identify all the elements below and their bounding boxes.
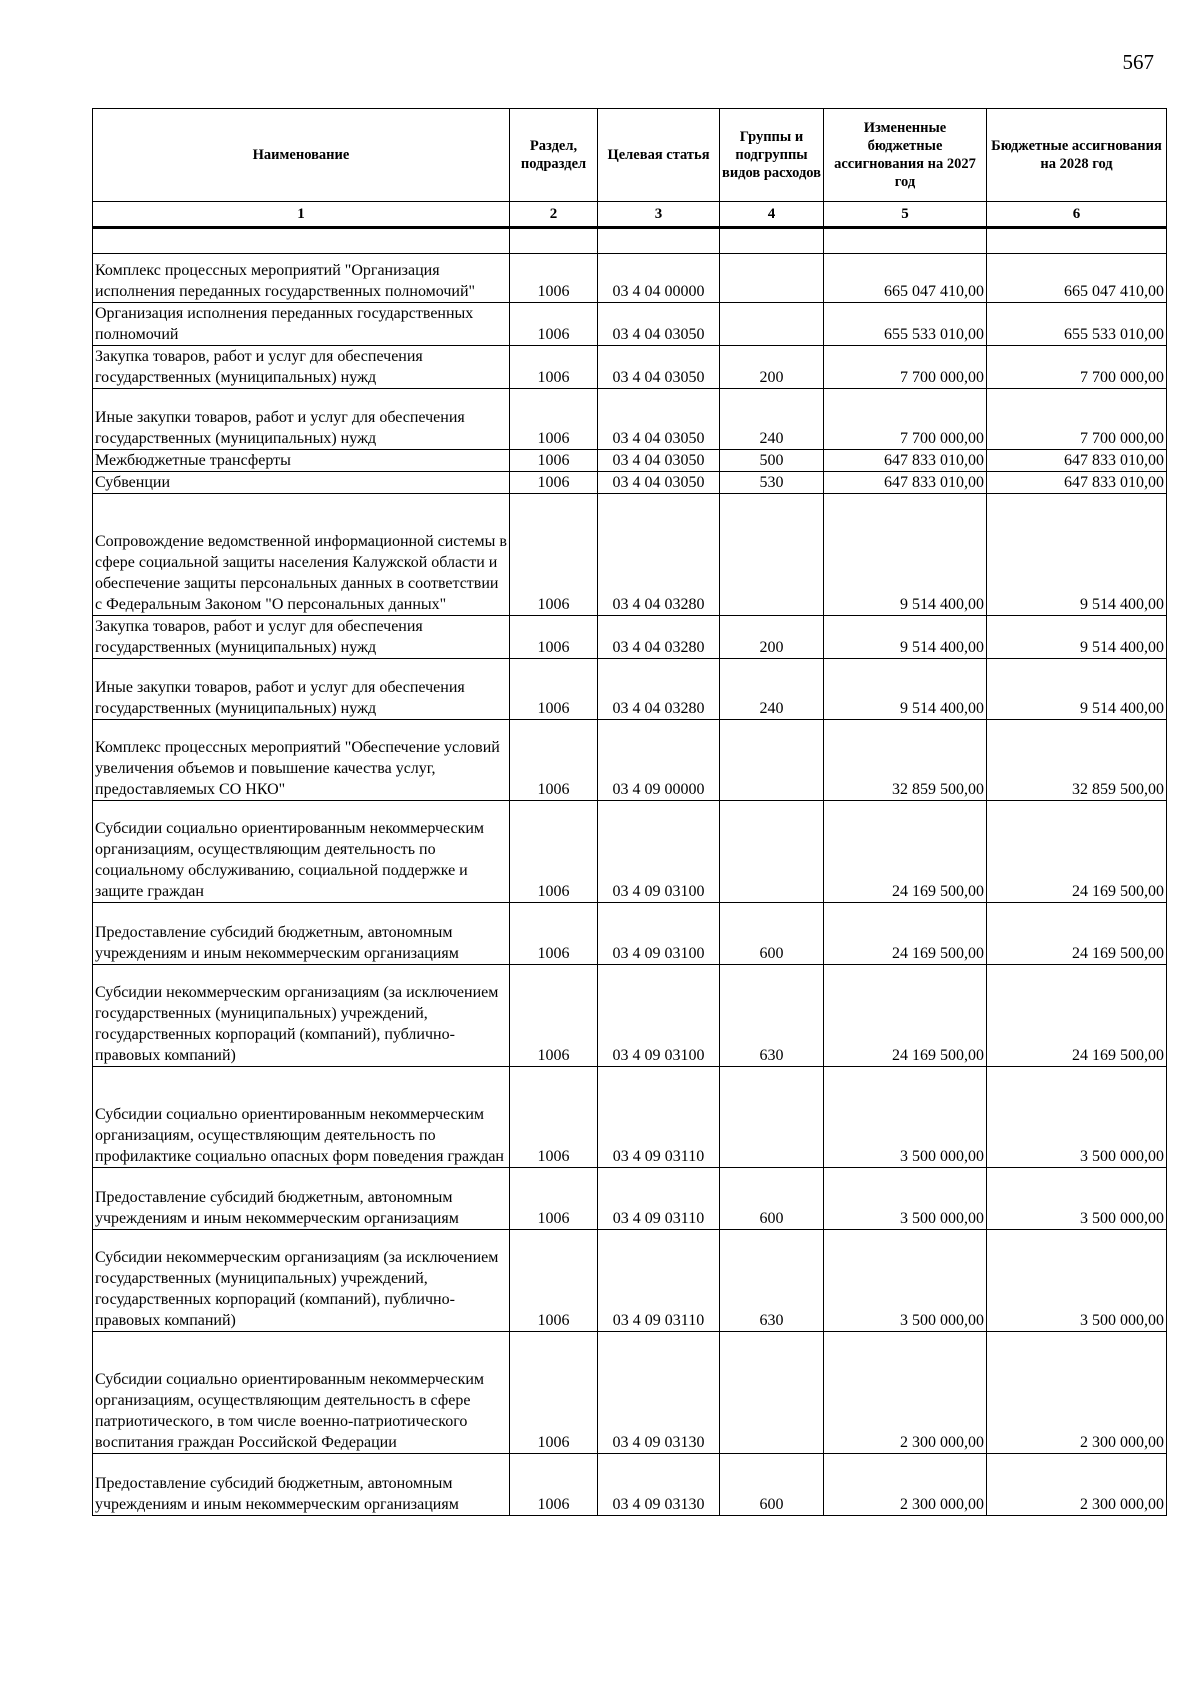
row-section: 1006: [510, 472, 598, 494]
row-name: Закупка товаров, работ и услуг для обеспечения государственных (муниципальных) нужд: [93, 616, 510, 659]
row-amount-2028: 647 833 010,00: [987, 450, 1167, 472]
row-section: 1006: [510, 965, 598, 1067]
table-row: [93, 965, 1167, 1067]
row-name: Субсидии социально ориентированным некоммерческим организациям, осуществляющим деятельность по профилактике социально опасных форм поведения граждан: [93, 1067, 510, 1168]
row-amount-2028: 24 169 500,00: [987, 965, 1167, 1067]
row-amount-2028: 3 500 000,00: [987, 1168, 1167, 1230]
row-amount-2027: 3 500 000,00: [824, 1168, 987, 1230]
row-amount-2027: 3 500 000,00: [824, 1230, 987, 1332]
row-name: Субсидии некоммерческим организациям (за исключением государственных (муниципальных) учреждений, государственных корпораций (компаний), публично-правовых компаний): [93, 965, 510, 1067]
row-target: 03 4 09 03100: [598, 801, 720, 903]
table-row: [93, 472, 1167, 494]
row-name: Сопровождение ведомственной информационной системы в сфере социальной защиты населения Калужской области и обеспечение защиты персональных данных в соответствии с Федеральным Законом "О персональных данных": [93, 494, 510, 616]
row-group: [720, 494, 824, 616]
row-section: 1006: [510, 659, 598, 720]
row-target: 03 4 09 03100: [598, 903, 720, 965]
row-group: 630: [720, 965, 824, 1067]
row-section: 1006: [510, 903, 598, 965]
row-name: Предоставление субсидий бюджетным, автономным учреждениям и иным некоммерческим организациям: [93, 1454, 510, 1516]
row-amount-2027: 3 500 000,00: [824, 1067, 987, 1168]
row-name: Закупка товаров, работ и услуг для обеспечения государственных (муниципальных) нужд: [93, 346, 510, 389]
row-target: 03 4 04 03050: [598, 389, 720, 450]
column-numbers-row: [93, 202, 1167, 228]
row-name: Субсидии социально ориентированным некоммерческим организациям, осуществляющим деятельность в сфере патриотического, в том числе военно-патриотического воспитания граждан Российской Федерации: [93, 1332, 510, 1454]
page-number: 567: [1122, 50, 1154, 74]
row-group: [720, 720, 824, 801]
row-group: [720, 254, 824, 303]
table-row: [93, 450, 1167, 472]
row-section: 1006: [510, 1454, 598, 1516]
row-group: [720, 303, 824, 346]
row-target: 03 4 04 03280: [598, 494, 720, 616]
row-name: Комплекс процессных мероприятий "Обеспечение условий увеличения объемов и повышение качества услуг, предоставляемых СО НКО": [93, 720, 510, 801]
row-amount-2027: 647 833 010,00: [824, 472, 987, 494]
row-amount-2027: 2 300 000,00: [824, 1332, 987, 1454]
row-name: Организация исполнения переданных государственных полномочий: [93, 303, 510, 346]
row-target: 03 4 04 03050: [598, 450, 720, 472]
row-amount-2028: 3 500 000,00: [987, 1067, 1167, 1168]
spacer-row: [93, 228, 1167, 254]
row-group: [720, 1067, 824, 1168]
table-row: [93, 616, 1167, 659]
row-section: 1006: [510, 1332, 598, 1454]
row-target: 03 4 04 03280: [598, 659, 720, 720]
row-amount-2028: 3 500 000,00: [987, 1230, 1167, 1332]
table-row: [93, 1230, 1167, 1332]
column-number: 4: [720, 202, 824, 228]
row-name: Иные закупки товаров, работ и услуг для обеспечения государственных (муниципальных) нужд: [93, 659, 510, 720]
table-row: [93, 254, 1167, 303]
header-2027: Измененные бюджетные ассигнования на 2027 год: [824, 109, 987, 202]
row-amount-2028: 655 533 010,00: [987, 303, 1167, 346]
column-number: 3: [598, 202, 720, 228]
row-amount-2028: 9 514 400,00: [987, 616, 1167, 659]
column-number: 5: [824, 202, 987, 228]
row-section: 1006: [510, 494, 598, 616]
row-amount-2027: 7 700 000,00: [824, 346, 987, 389]
row-section: 1006: [510, 450, 598, 472]
row-target: 03 4 09 03130: [598, 1332, 720, 1454]
row-group: 600: [720, 903, 824, 965]
row-target: 03 4 09 03110: [598, 1168, 720, 1230]
row-amount-2027: 24 169 500,00: [824, 801, 987, 903]
row-amount-2028: 9 514 400,00: [987, 494, 1167, 616]
column-number: 1: [93, 202, 510, 228]
row-target: 03 4 04 03050: [598, 303, 720, 346]
row-group: 200: [720, 616, 824, 659]
table-row: [93, 903, 1167, 965]
row-name: Субвенции: [93, 472, 510, 494]
row-section: 1006: [510, 616, 598, 659]
table-row: [93, 659, 1167, 720]
row-section: 1006: [510, 389, 598, 450]
header-groups: Группы и подгруппы видов расходов: [720, 109, 824, 202]
table-row: [93, 801, 1167, 903]
row-amount-2027: 32 859 500,00: [824, 720, 987, 801]
column-number: 2: [510, 202, 598, 228]
row-target: 03 4 09 03130: [598, 1454, 720, 1516]
row-name: Межбюджетные трансферты: [93, 450, 510, 472]
table-row: [93, 1332, 1167, 1454]
row-amount-2027: 7 700 000,00: [824, 389, 987, 450]
table-row: [93, 346, 1167, 389]
row-target: 03 4 09 03100: [598, 965, 720, 1067]
row-group: 630: [720, 1230, 824, 1332]
row-target: 03 4 04 03050: [598, 346, 720, 389]
row-amount-2027: 24 169 500,00: [824, 965, 987, 1067]
column-number: 6: [987, 202, 1167, 228]
table-row: [93, 720, 1167, 801]
table-body: [93, 228, 1167, 1516]
row-amount-2028: 665 047 410,00: [987, 254, 1167, 303]
row-amount-2028: 647 833 010,00: [987, 472, 1167, 494]
row-target: 03 4 04 00000: [598, 254, 720, 303]
row-group: 200: [720, 346, 824, 389]
row-amount-2028: 24 169 500,00: [987, 801, 1167, 903]
row-group: 500: [720, 450, 824, 472]
row-group: 240: [720, 389, 824, 450]
budget-table: [92, 108, 1167, 1516]
header-target: Целевая статья: [598, 109, 720, 202]
table-row: [93, 1067, 1167, 1168]
row-amount-2028: 24 169 500,00: [987, 903, 1167, 965]
row-name: Предоставление субсидий бюджетным, автономным учреждениям и иным некоммерческим организациям: [93, 903, 510, 965]
row-section: 1006: [510, 346, 598, 389]
row-amount-2028: 2 300 000,00: [987, 1454, 1167, 1516]
row-name: Предоставление субсидий бюджетным, автономным учреждениям и иным некоммерческим организациям: [93, 1168, 510, 1230]
row-name: Комплекс процессных мероприятий "Организация исполнения переданных государственных полномочий": [93, 254, 510, 303]
row-name: Иные закупки товаров, работ и услуг для обеспечения государственных (муниципальных) нужд: [93, 389, 510, 450]
row-section: 1006: [510, 254, 598, 303]
row-target: 03 4 09 00000: [598, 720, 720, 801]
row-section: 1006: [510, 801, 598, 903]
row-section: 1006: [510, 720, 598, 801]
row-amount-2027: 2 300 000,00: [824, 1454, 987, 1516]
table-row: [93, 494, 1167, 616]
table-row: [93, 1168, 1167, 1230]
row-amount-2028: 9 514 400,00: [987, 659, 1167, 720]
row-group: [720, 1332, 824, 1454]
row-amount-2027: 9 514 400,00: [824, 494, 987, 616]
row-group: [720, 801, 824, 903]
row-name: Субсидии социально ориентированным некоммерческим организациям, осуществляющим деятельность по социальному обслуживанию, социальной поддержке и защите граждан: [93, 801, 510, 903]
row-group: 240: [720, 659, 824, 720]
row-group: 530: [720, 472, 824, 494]
header-2028: Бюджетные ассигнования на 2028 год: [987, 109, 1167, 202]
row-amount-2028: 7 700 000,00: [987, 346, 1167, 389]
header-name: Наименование: [93, 109, 510, 202]
row-amount-2027: 9 514 400,00: [824, 616, 987, 659]
table-row: [93, 1454, 1167, 1516]
row-name: Субсидии некоммерческим организациям (за исключением государственных (муниципальных) учреждений, государственных корпораций (компаний), публично-правовых компаний): [93, 1230, 510, 1332]
row-group: 600: [720, 1168, 824, 1230]
row-target: 03 4 09 03110: [598, 1067, 720, 1168]
row-section: 1006: [510, 1067, 598, 1168]
row-amount-2027: 9 514 400,00: [824, 659, 987, 720]
table-row: [93, 303, 1167, 346]
row-section: 1006: [510, 303, 598, 346]
row-amount-2028: 32 859 500,00: [987, 720, 1167, 801]
row-section: 1006: [510, 1230, 598, 1332]
row-amount-2028: 7 700 000,00: [987, 389, 1167, 450]
row-target: 03 4 04 03050: [598, 472, 720, 494]
row-target: 03 4 04 03280: [598, 616, 720, 659]
header-section: Раздел, подраздел: [510, 109, 598, 202]
table-row: [93, 389, 1167, 450]
table-header-row: [93, 109, 1167, 202]
row-target: 03 4 09 03110: [598, 1230, 720, 1332]
row-amount-2027: 647 833 010,00: [824, 450, 987, 472]
row-section: 1006: [510, 1168, 598, 1230]
row-amount-2027: 665 047 410,00: [824, 254, 987, 303]
row-amount-2027: 655 533 010,00: [824, 303, 987, 346]
row-amount-2027: 24 169 500,00: [824, 903, 987, 965]
row-group: 600: [720, 1454, 824, 1516]
row-amount-2028: 2 300 000,00: [987, 1332, 1167, 1454]
